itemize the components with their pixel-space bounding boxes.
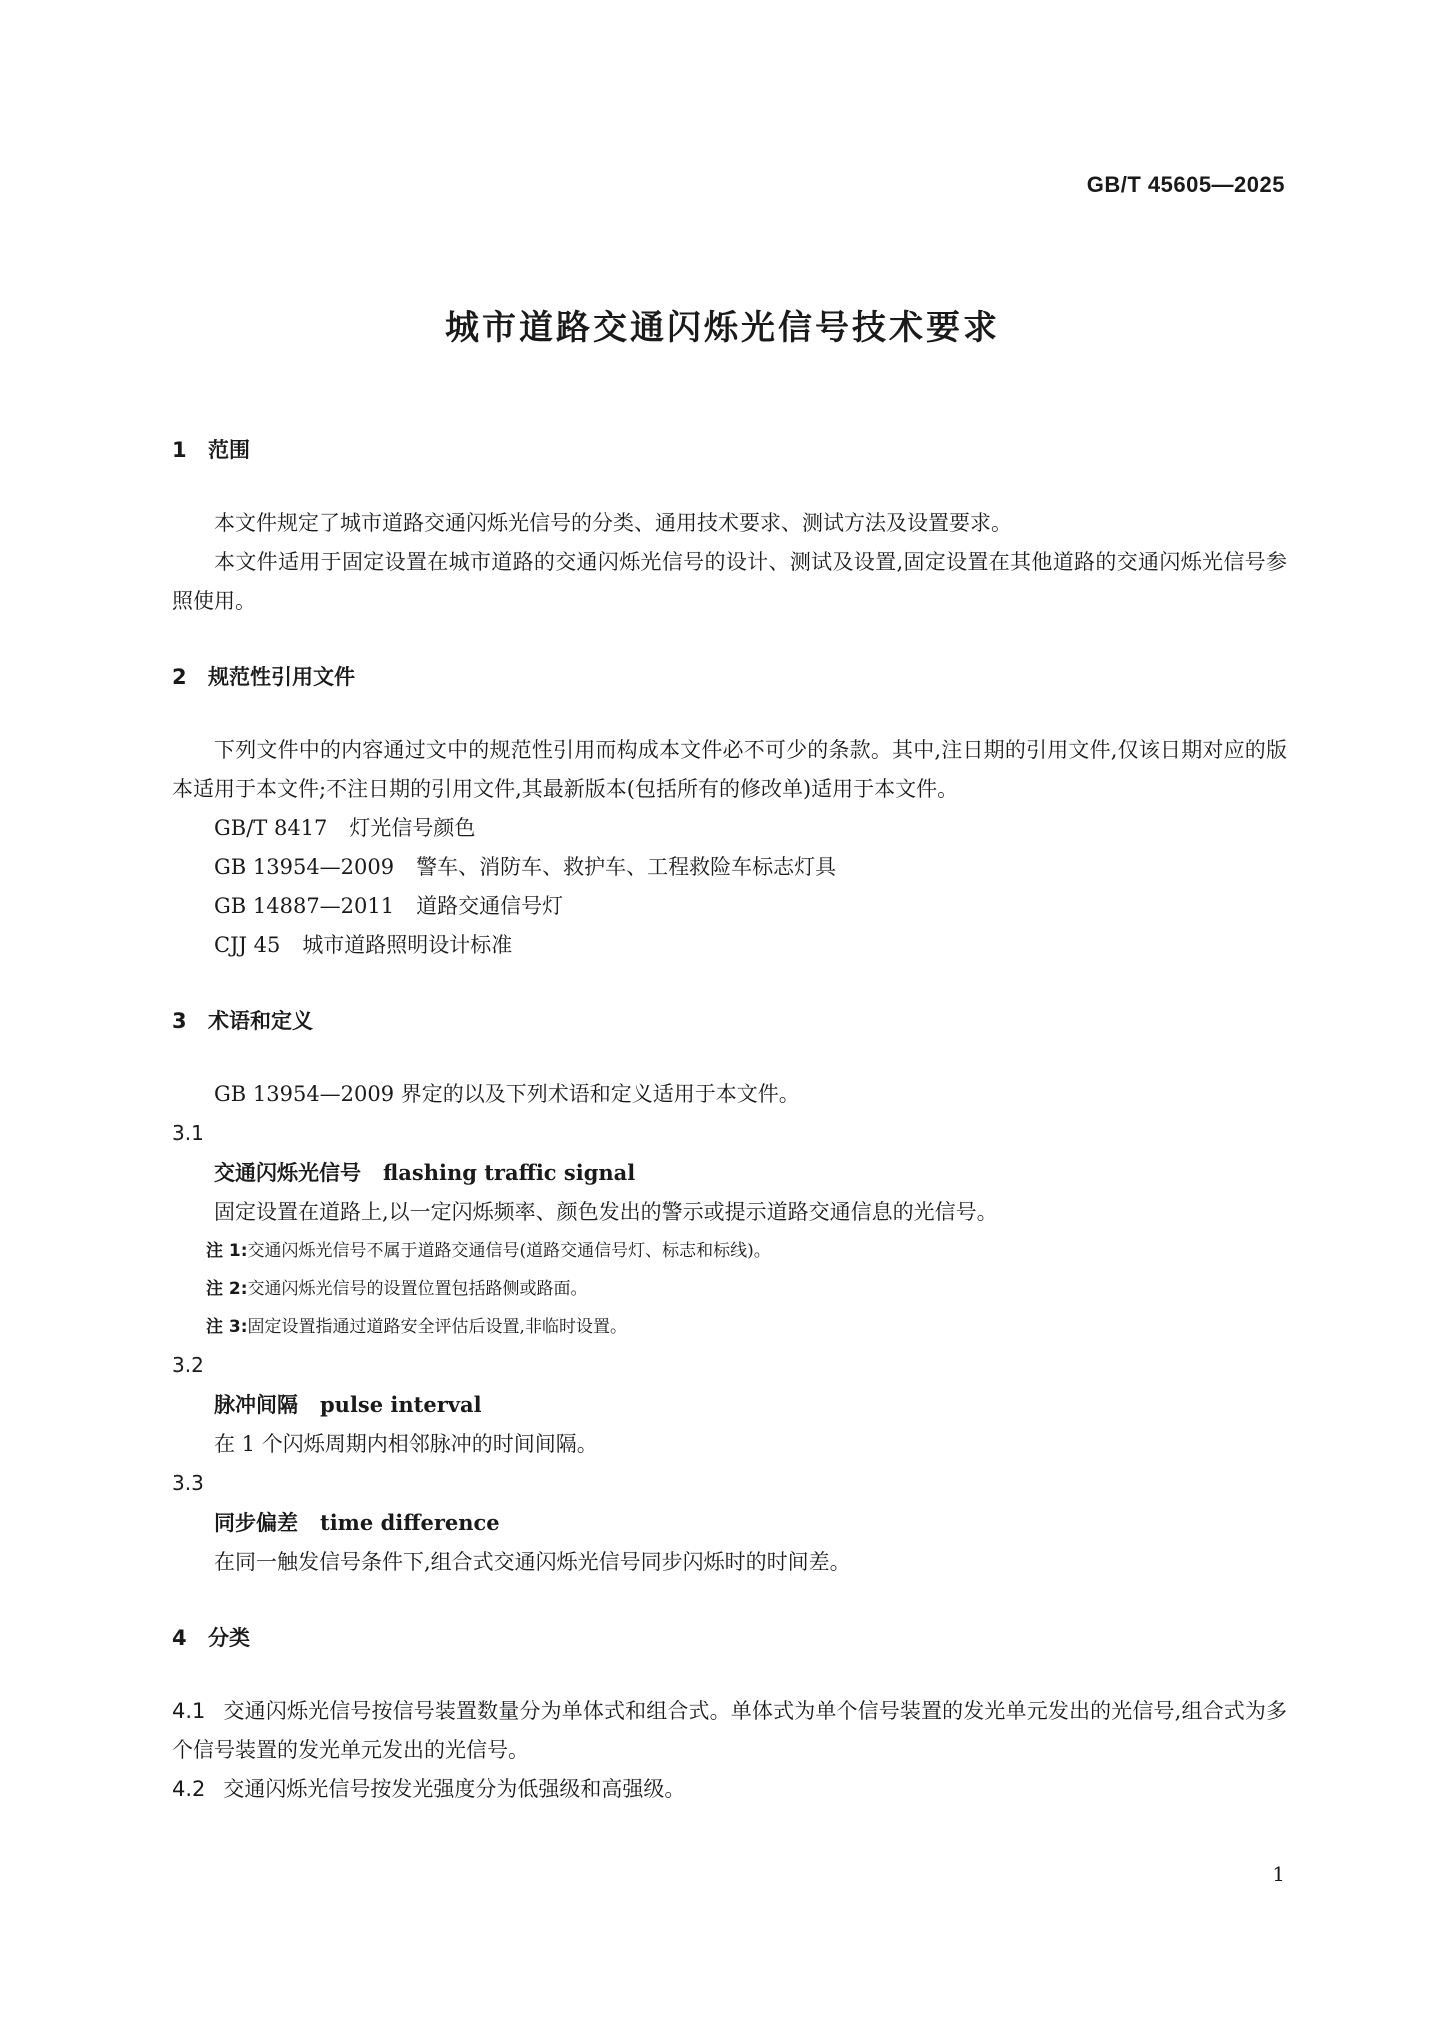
section-title: 分类 [208, 1626, 250, 1650]
clause-number: 4.1 [172, 1699, 206, 1723]
section-heading-normative-references [172, 657, 1287, 697]
reference-item [172, 809, 1287, 848]
section-number: 4 [172, 1626, 187, 1650]
section-number: 3 [172, 1009, 187, 1033]
reference-code: GB 13954—2009 [214, 855, 395, 879]
term-name-zh: 脉冲间隔 [214, 1393, 298, 1417]
clause [172, 1770, 1287, 1809]
term-name-en: flashing traffic signal [383, 1160, 636, 1185]
page-number: 1 [1272, 1862, 1285, 1886]
note-label: 注 3: [206, 1317, 248, 1337]
term-number: 3.2 [172, 1353, 204, 1377]
term-note [172, 1308, 1287, 1346]
term-name [172, 1153, 1287, 1193]
reference-code: CJJ 45 [214, 933, 281, 957]
note-label: 注 2: [206, 1279, 248, 1299]
reference-title: 灯光信号颜色 [349, 816, 476, 840]
clause-text: 交通闪烁光信号按信号装置数量分为单体式和组合式。单体式为单个信号装置的发光单元发出的光信号,组合式为多个信号装置的发光单元发出的光信号。 [172, 1699, 1287, 1762]
document-title: 城市道路交通闪烁光信号技术要求 [445, 308, 1000, 348]
section-heading-classification [172, 1618, 1287, 1658]
reference-title: 城市道路照明设计标准 [302, 933, 513, 957]
note-text: 交通闪烁光信号不属于道路交通信号(道路交通信号灯、标志和标线)。 [247, 1241, 771, 1261]
section-number: 1 [172, 438, 187, 462]
clause-text: 交通闪烁光信号按发光强度分为低强级和高强级。 [223, 1777, 686, 1801]
clause-number: 4.2 [172, 1777, 206, 1801]
section-title: 范围 [208, 438, 250, 462]
reference-code: GB 14887—2011 [214, 894, 395, 918]
reference-item [172, 926, 1287, 965]
scope-paragraph: 本文件规定了城市道路交通闪烁光信号的分类、通用技术要求、测试方法及设置要求。 [214, 511, 1012, 535]
section-title: 术语和定义 [208, 1009, 313, 1033]
term-name-zh: 交通闪烁光信号 [214, 1161, 361, 1185]
note-text: 交通闪烁光信号的设置位置包括路侧或路面。 [247, 1279, 588, 1299]
term-name-zh: 同步偏差 [214, 1511, 298, 1535]
term-number: 3.3 [172, 1471, 204, 1495]
note-label: 注 1: [206, 1241, 248, 1261]
reference-title: 警车、消防车、救护车、工程救险车标志灯具 [416, 855, 837, 879]
section-heading-terms [172, 1001, 1287, 1041]
references-intro: 下列文件中的内容通过文中的规范性引用而构成本文件必不可少的条款。其中,注日期的引用文件,仅该日期对应的版本适用于本文件;不注日期的引用文件,其最新版本(包括所有的修改单)适用于本文件。 [172, 738, 1287, 801]
term-name-en: pulse interval [320, 1392, 482, 1417]
scope-paragraph: 本文件适用于固定设置在城市道路的交通闪烁光信号的设计、测试及设置,固定设置在其他道路的交通闪烁光信号参照使用。 [172, 550, 1287, 613]
document-body [172, 430, 1287, 1809]
term-number: 3.1 [172, 1121, 204, 1145]
section-number: 2 [172, 665, 187, 689]
term-definition: 固定设置在道路上,以一定闪烁频率、颜色发出的警示或提示道路交通信息的光信号。 [214, 1200, 998, 1224]
term-name [172, 1503, 1287, 1543]
reference-item [172, 848, 1287, 887]
term-note [172, 1232, 1287, 1270]
reference-title: 道路交通信号灯 [416, 894, 564, 918]
section-heading-scope [172, 430, 1287, 470]
note-text: 固定设置指通过道路安全评估后设置,非临时设置。 [247, 1317, 627, 1337]
term-name-en: time difference [320, 1510, 500, 1535]
reference-item [172, 887, 1287, 926]
section-title: 规范性引用文件 [208, 665, 355, 689]
term-definition: 在 1 个闪烁周期内相邻脉冲的时间间隔。 [214, 1432, 598, 1456]
term-note [172, 1270, 1287, 1308]
reference-code: GB/T 8417 [214, 816, 328, 840]
clause [172, 1692, 1287, 1770]
term-name [172, 1385, 1287, 1425]
terms-intro: GB 13954—2009 界定的以及下列术语和定义适用于本文件。 [214, 1082, 800, 1106]
standard-code: GB/T 45605—2025 [1086, 172, 1285, 197]
term-definition: 在同一触发信号条件下,组合式交通闪烁光信号同步闪烁时的时间差。 [214, 1550, 851, 1574]
